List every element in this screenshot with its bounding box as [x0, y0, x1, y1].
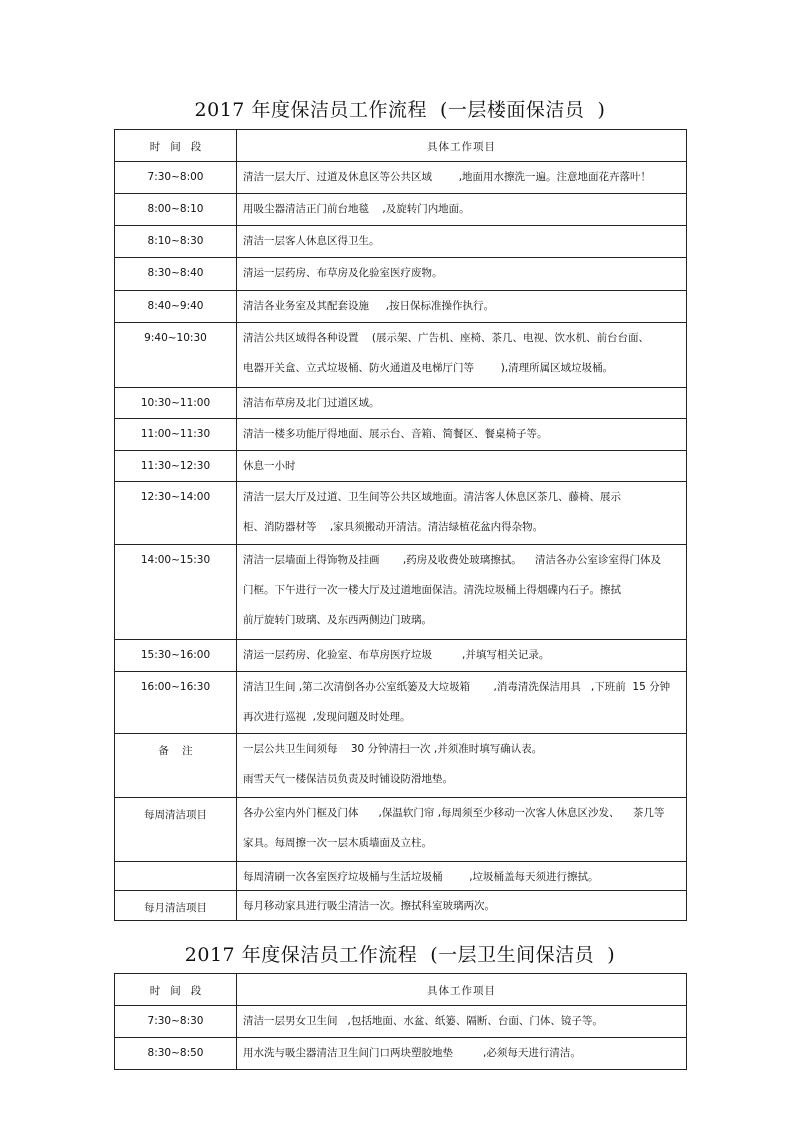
header-time-cell: 时间段 — [115, 974, 237, 1006]
time-cell — [115, 862, 237, 891]
table-row — [115, 258, 687, 291]
time-cell: 15:30~16:00 — [115, 640, 237, 672]
time-cell: 7:30~8:00 — [115, 162, 237, 194]
time-cell: 16:00~16:30 — [115, 672, 237, 734]
table-row — [115, 226, 687, 258]
floor-cleaner-schedule-table — [114, 129, 687, 921]
task-cell — [237, 162, 687, 194]
task-cell — [237, 451, 687, 482]
time-cell: 10:30~11:00 — [115, 388, 237, 419]
header-time-cell: 时间段 — [115, 130, 237, 162]
task-line: 清运一层药房、布草房及化验室医疗废物。 — [243, 267, 443, 279]
task-line: 休息一小时 — [243, 460, 296, 472]
table-row — [115, 1006, 687, 1038]
table-row — [115, 162, 687, 194]
task-cell — [237, 194, 687, 226]
task-line: 柜、消防器材等 ,家具须搬动开清洁。清洁绿植花盆内得杂物。 — [243, 521, 544, 533]
task-cell — [237, 545, 687, 640]
task-line: 清洁布草房及北门过道区域。 — [243, 397, 380, 409]
task-cell — [237, 862, 687, 891]
header-task-cell: 具体工作项目 — [237, 130, 687, 162]
task-cell — [237, 1006, 687, 1038]
table-row — [115, 862, 687, 891]
task-cell — [237, 672, 687, 734]
task-line: 再次进行巡视 ,发现问题及时处理。 — [243, 711, 411, 723]
task-cell — [237, 258, 687, 291]
time-cell: 每月清洁项目 — [115, 891, 237, 921]
table-row — [115, 545, 687, 640]
task-line: 清洁一楼多功能厅得地面、展示台、音箱、简餐区、餐桌椅子等。 — [243, 428, 548, 440]
restroom-cleaner-schedule-table — [114, 973, 687, 1070]
task-line: 清洁一层大厅、过道及休息区等公共区域 ,地面用水擦洗一遍。注意地面花卉落叶！ — [243, 171, 652, 183]
time-cell: 8:10~8:30 — [115, 226, 237, 258]
time-cell: 9:40~10:30 — [115, 323, 237, 388]
time-cell: 8:30~8:40 — [115, 258, 237, 291]
table-row — [115, 798, 687, 862]
table-row — [115, 482, 687, 545]
table-row — [115, 419, 687, 451]
task-cell — [237, 323, 687, 388]
table-row — [115, 734, 687, 798]
task-line: 每周清刷一次各室医疗垃圾桶与生活垃圾桶 ,垃圾桶盖每天须进行擦拭。 — [243, 871, 599, 883]
table-row — [115, 291, 687, 323]
page-title-restroom-cleaner: 2017 年度保洁员工作流程 (一层卫生间保洁员 ) — [184, 944, 616, 966]
task-line: 用吸尘器清洁正门前台地毯 ,及旋转门内地面。 — [243, 203, 470, 215]
task-line: 家具。每周擦一次一层木质墙面及立柱。 — [243, 837, 432, 849]
time-cell: 每周清洁项目 — [115, 798, 237, 862]
task-cell — [237, 1038, 687, 1070]
table-row — [115, 451, 687, 482]
task-cell — [237, 482, 687, 545]
table-header-row — [115, 974, 687, 1006]
time-cell: 12:30~14:00 — [115, 482, 237, 545]
table-row — [115, 194, 687, 226]
task-cell — [237, 734, 687, 798]
table-row — [115, 640, 687, 672]
task-line: 清洁各业务室及其配套设施 ,按日保标准操作执行。 — [243, 300, 495, 312]
header-task-cell: 具体工作项目 — [237, 974, 687, 1006]
table-header-row — [115, 130, 687, 162]
task-cell — [237, 388, 687, 419]
time-cell: 8:00~8:10 — [115, 194, 237, 226]
task-line: 清运一层药房、化验室、布草房医疗垃圾 ,并填写相关记录。 — [243, 649, 550, 661]
time-cell: 备 注 — [115, 734, 237, 798]
task-line: 清洁一层客人休息区得卫生。 — [243, 235, 380, 247]
task-line: 一层公共卫生间须每 30 分钟清扫一次 ,并须准时填写确认表。 — [243, 743, 543, 755]
task-line: 清洁一层大厅及过道、卫生间等公共区域地面。清洁客人休息区茶几、藤椅、展示 — [243, 491, 621, 503]
task-cell — [237, 640, 687, 672]
table-row — [115, 891, 687, 921]
table-row — [115, 388, 687, 419]
task-line: 清洁公共区域得各种设置 (展示架、广告机、座椅、茶几、电视、饮水机、前台台面、 — [243, 332, 649, 344]
task-cell — [237, 891, 687, 921]
table-row — [115, 1038, 687, 1070]
task-cell — [237, 226, 687, 258]
task-cell — [237, 798, 687, 862]
task-line: 各办公室内外门框及门体 ,保温软门帘 ,每周须至少移动一次客人休息区沙发、 茶几等 — [243, 807, 665, 819]
time-cell: 8:40~9:40 — [115, 291, 237, 323]
task-line: 用水洗与吸尘器清洁卫生间门口两块塑胶地垫 ,必须每天进行清洁。 — [243, 1047, 581, 1059]
task-line: 门框。下午进行一次一楼大厅及过道地面保洁。清洗垃圾桶上得烟碟内石子。擦拭 — [243, 584, 621, 596]
task-line: 清洁一层墙面上得饰物及挂画 ,药房及收费处玻璃擦拭。 清洁各办公室诊室得门体及 — [243, 554, 662, 566]
time-cell: 11:30~12:30 — [115, 451, 237, 482]
task-line: 雨雪天气一楼保洁员负责及时铺设防滑地垫。 — [243, 773, 453, 785]
task-cell — [237, 419, 687, 451]
time-cell: 11:00~11:30 — [115, 419, 237, 451]
task-line: 清洁卫生间 ,第二次清倒各办公室纸篓及大垃圾箱 ,消毒清洗保洁用具 ,下班前 15 分钟 — [243, 681, 671, 693]
time-cell: 7:30~8:30 — [115, 1006, 237, 1038]
table-row — [115, 672, 687, 734]
time-cell: 14:00~15:30 — [115, 545, 237, 640]
page-title-floor-cleaner: 2017 年度保洁员工作流程 (一层楼面保洁员 ) — [194, 99, 606, 121]
task-line: 每月移动家具进行吸尘清洁一次。擦拭科室玻璃两次。 — [243, 900, 495, 912]
task-line: 清洁一层男女卫生间 ,包括地面、水盆、纸篓、隔断、台面、门体、镜子等。 — [243, 1015, 603, 1027]
task-line: 前厅旋转门玻璃、及东西两侧边门玻璃。 — [243, 614, 432, 626]
task-line: 电器开关盒、立式垃圾桶、防火通道及电梯厅门等 ),清理所属区域垃圾桶。 — [243, 362, 614, 374]
time-cell: 8:30~8:50 — [115, 1038, 237, 1070]
table-row — [115, 323, 687, 388]
task-cell — [237, 291, 687, 323]
